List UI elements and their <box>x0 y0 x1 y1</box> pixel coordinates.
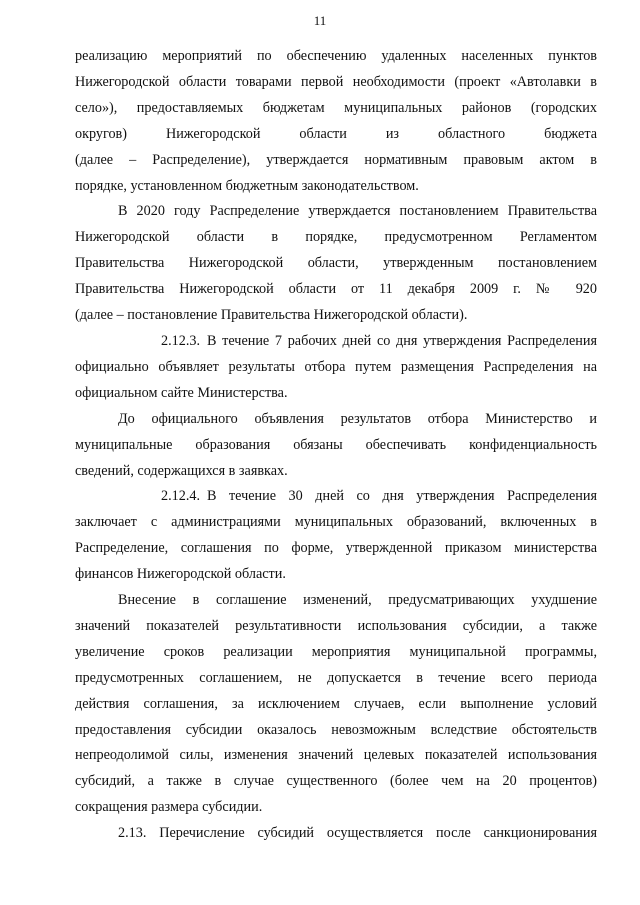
text-line-rest: В течение 30 дней со дня утверждения Распределения <box>207 488 597 505</box>
text-line: действия соглашения, за исключением случаев, если выполнение условий <box>75 695 597 712</box>
text-line: В 2020 году Распределение утверждается постановлением Правительства <box>118 203 597 220</box>
text-line <box>75 329 597 355</box>
text-line: заключает с администрациями муниципальных образований, включенных в <box>75 514 597 531</box>
text-line: увеличение сроков реализации мероприятия муниципальной программы, <box>75 643 597 660</box>
paragraph-2-13 <box>75 821 597 847</box>
text-line: село»), предоставляемых бюджетам муниципальных районов (городских <box>75 99 597 116</box>
text-line: 2.13. Перечисление субсидий осуществляется после санкционирования <box>118 825 597 842</box>
text-line: порядке, установленном бюджетным законодательством. <box>75 177 419 194</box>
text-line: До официального объявления результатов отбора Министерство и <box>118 410 597 427</box>
text-line: округов) Нижегородской области из областного бюджета <box>75 125 597 142</box>
paragraph-2-12-3 <box>75 329 597 407</box>
text-line: сведений, содержащихся в заявках. <box>75 462 288 479</box>
text-line: предусмотренных соглашением, не допускается в течение всего периода <box>75 669 597 686</box>
paragraph-continuation <box>75 44 597 199</box>
page-number: 11 <box>313 13 327 28</box>
text-line: официальном сайте Министерства. <box>75 384 288 401</box>
text-line: (далее – Распределение), утверждается нормативным правовым актом в <box>75 151 597 168</box>
text-line: официально объявляет результаты отбора путем размещения Распределения на <box>75 358 597 375</box>
text-line <box>75 484 597 510</box>
clause-number: 2.12.3. <box>161 332 201 349</box>
paragraph-agreement-changes <box>75 588 597 821</box>
text-line-rest: В течение 7 рабочих дней со дня утверждения Распределения <box>207 332 597 349</box>
text-line: (далее – постановление Правительства Нижегородской области). <box>75 307 468 324</box>
text-line: Внесение в соглашение изменений, предусматривающих ухудшение <box>118 592 597 609</box>
document-body <box>75 44 597 847</box>
text-line: предоставления субсидии оказалось невозможным вследствие обстоятельств <box>75 721 597 738</box>
text-line: Нижегородской области товарами первой необходимости (проект «Автолавки в <box>75 73 597 90</box>
text-line: сокращения размера субсидии. <box>75 799 263 816</box>
text-line: значений показателей результативности использования субсидии, а также <box>75 617 597 634</box>
clause-number: 2.12.4. <box>161 488 201 505</box>
text-line: муниципальные образования обязаны обеспечивать конфиденциальность <box>75 436 597 453</box>
paragraph-2-12-4 <box>75 484 597 588</box>
text-line: Правительства Нижегородской области от 11 декабря 2009 г. № 920 <box>75 281 597 298</box>
text-line: реализацию мероприятий по обеспечению удаленных населенных пунктов <box>75 48 597 64</box>
text-line: субсидий, а также в случае существенного (более чем на 20 процентов) <box>75 773 597 790</box>
paragraph-2020-distribution <box>75 199 597 329</box>
text-line: Нижегородской области в порядке, предусмотренном Регламентом <box>75 229 597 246</box>
text-line: Правительства Нижегородской области, утвержденным постановлением <box>75 255 597 272</box>
paragraph-confidentiality <box>75 407 597 485</box>
text-line: финансов Нижегородской области. <box>75 566 286 583</box>
text-line: Распределение, соглашения по форме, утвержденной приказом министерства <box>75 540 597 557</box>
text-line: непреодолимой силы, изменения значений целевых показателей использования <box>75 747 597 764</box>
